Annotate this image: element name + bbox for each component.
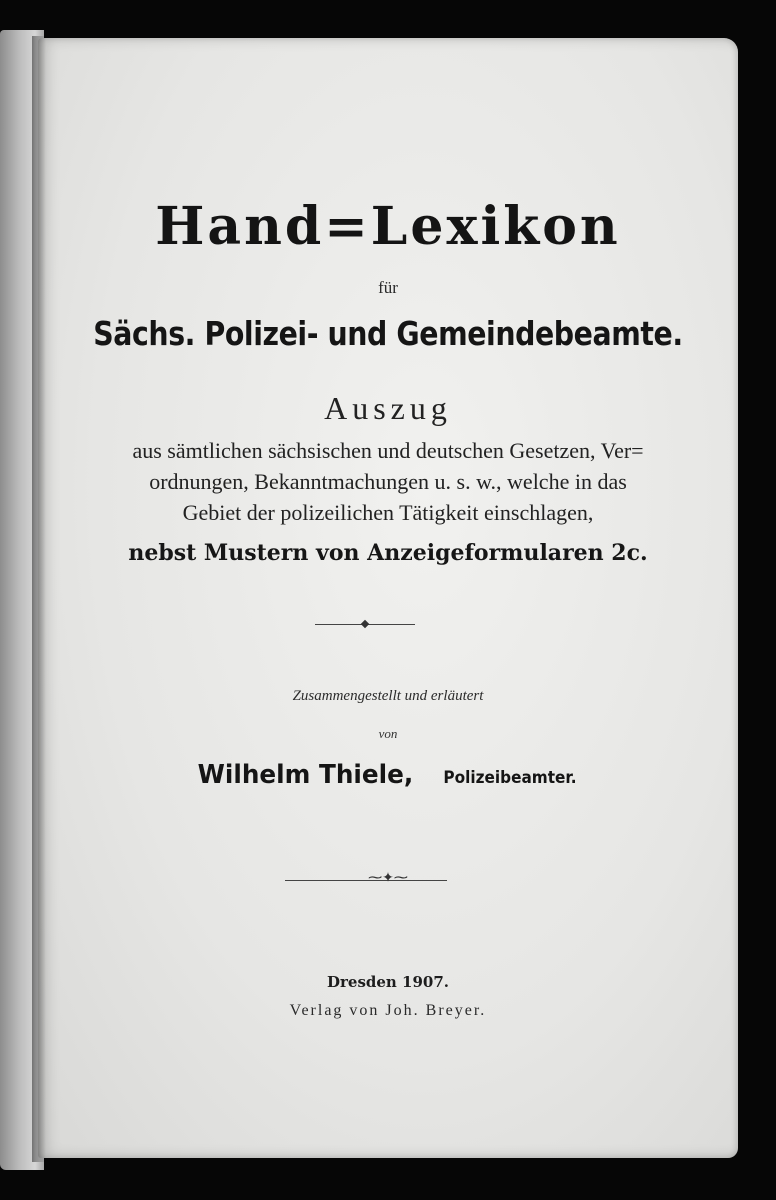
author-line — [38, 760, 738, 790]
spine-shadow — [32, 36, 46, 1162]
ornament-icon: ⁓✦⁓ — [368, 870, 408, 886]
book-subtitle: Sächs. Polizei- und Gemeindebeamte. — [93, 314, 683, 353]
publisher: Verlag von Joh. Breyer. — [289, 1002, 487, 1019]
forms-note: nebst Mustern von Anzeigeformularen 2c. — [128, 540, 648, 566]
divider-diamond-icon — [361, 620, 369, 628]
description-line: Gebiet der polizeilichen Tätigkeit einschlagen, — [182, 500, 594, 525]
by-word: von — [378, 726, 398, 741]
author-role: Polizeibeamter. — [443, 768, 577, 788]
for-word: für — [378, 278, 398, 297]
place-year: Dresden 1907. — [326, 973, 450, 991]
book-title: Hand=Lexikon — [155, 196, 621, 257]
title-page — [38, 38, 738, 1158]
description-line: aus sämtlichen sächsischen und deutschen Gesetzen, Ver= — [132, 438, 644, 463]
extract-heading: Auszug — [324, 390, 452, 426]
compiled-note: Zusammengestellt und erläutert — [292, 688, 484, 704]
author-name: Wilhelm Thiele, — [197, 760, 414, 790]
description-line: ordnungen, Bekanntmachungen u. s. w., welche in das — [149, 469, 627, 494]
